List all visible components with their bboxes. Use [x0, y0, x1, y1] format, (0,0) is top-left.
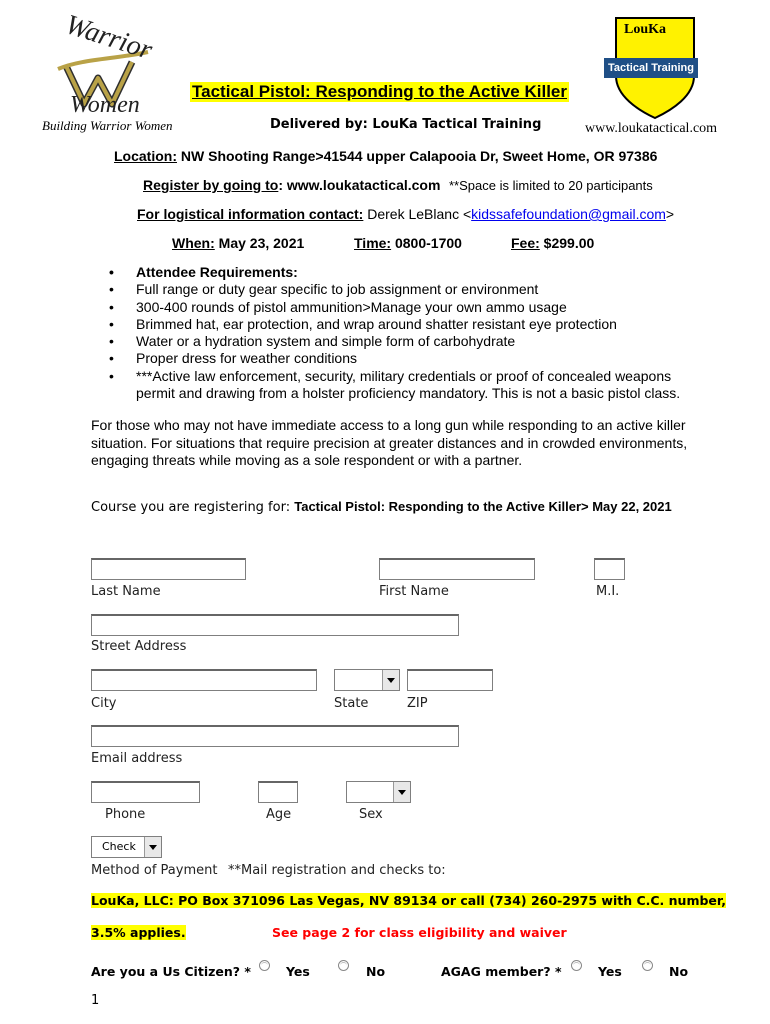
description-paragraph: For those who may not have immediate access to a long gun while responding to an active killer situation. For situations that require precision at greater distances and in crowded environments, engaging threats while moving as a sole respondent or with a partner.	[91, 417, 688, 468]
contact-email-link[interactable]: kidssafefoundation@gmail.com	[471, 206, 666, 222]
page-number: 1	[91, 993, 100, 1008]
mi-input[interactable]	[594, 558, 625, 580]
mail-address-line1: LouKa, LLC: PO Box 371096 Las Vegas, NV 89134 or call (734) 260-2975 with C.C. number,	[91, 893, 726, 908]
payment-method-label: Method of Payment	[91, 863, 218, 878]
warrior-women-logo	[36, 8, 176, 134]
location-value: NW Shooting Range>41544 upper Calapooia Dr, Sweet Home, OR 97386	[177, 148, 658, 164]
register-note: **Space is limited to 20 participants	[449, 178, 653, 193]
location-line	[114, 148, 657, 164]
course-line	[91, 499, 672, 515]
payment-method-select[interactable]	[91, 836, 162, 858]
requirements-list	[107, 264, 707, 402]
contact-end: >	[665, 206, 675, 222]
agag-question: AGAG member? *	[441, 964, 562, 979]
register-line	[143, 177, 440, 193]
fee-label: Fee:	[511, 235, 540, 251]
list-item: • Full range or duty gear specific to job assignment or environment	[107, 281, 707, 298]
time-label: Time:	[354, 235, 392, 251]
contact-line	[137, 206, 674, 222]
mi-label: M.I.	[596, 584, 620, 599]
register-label: Register by going to	[143, 177, 279, 193]
payment-selected: Check	[102, 840, 136, 853]
when-line	[172, 235, 304, 251]
requirements-heading: • Attendee Requirements:	[107, 264, 707, 281]
phone-input[interactable]	[91, 781, 200, 803]
agag-no-radio[interactable]	[642, 960, 653, 971]
chevron-down-icon[interactable]	[393, 782, 410, 802]
street-address-input[interactable]	[91, 614, 459, 636]
citizen-question: Are you a Us Citizen? *	[91, 964, 251, 979]
time-line	[354, 235, 462, 251]
agag-yes-label: Yes	[598, 964, 622, 979]
citizen-no-label: No	[366, 964, 386, 979]
page2-note: See page 2 for class eligibility and waiver	[272, 925, 567, 940]
age-input[interactable]	[258, 781, 298, 803]
citizen-no-radio[interactable]	[338, 960, 349, 971]
state-label: State	[334, 696, 369, 711]
sex-select[interactable]	[346, 781, 411, 803]
city-input[interactable]	[91, 669, 317, 691]
when-value: May 23, 2021	[214, 235, 305, 251]
contact-label: For logistical information contact:	[137, 206, 364, 222]
first-name-label: First Name	[379, 584, 449, 599]
website: www.loukatactical.com	[585, 121, 718, 136]
fee-line	[511, 235, 594, 251]
list-item: • Water or a hydration system and simple form of carbohydrate	[107, 333, 707, 350]
email-input[interactable]	[91, 725, 459, 747]
course-value: Tactical Pistol: Responding to the Active Killer> May 22, 2021	[294, 499, 672, 514]
citizen-yes-radio[interactable]	[259, 960, 270, 971]
agag-yes-radio[interactable]	[571, 960, 582, 971]
city-label: City	[91, 696, 117, 711]
fee-value: $299.00	[539, 235, 595, 251]
street-address-label: Street Address	[91, 639, 187, 654]
age-label: Age	[266, 807, 292, 822]
location-label: Location:	[114, 148, 177, 164]
warrior-logo-top: Warrior	[61, 8, 156, 67]
delivered-by: Delivered by: LouKa Tactical Training	[270, 117, 542, 132]
email-label: Email address	[91, 751, 183, 766]
first-name-input[interactable]	[379, 558, 535, 580]
last-name-label: Last Name	[91, 584, 161, 599]
register-value: : www.loukatactical.com	[278, 177, 441, 193]
contact-name: Derek LeBlanc <	[363, 206, 472, 222]
louka-logo-name: LouKa	[624, 22, 667, 37]
zip-label: ZIP	[407, 696, 428, 711]
sex-label: Sex	[359, 807, 383, 822]
citizen-yes-label: Yes	[286, 964, 310, 979]
warrior-logo-bottom: Women	[70, 92, 140, 118]
louka-logo-banner: Tactical Training	[604, 58, 698, 78]
warrior-tagline: Building Warrior Women	[42, 118, 173, 133]
page-title: Tactical Pistol: Responding to the Active Killer	[192, 82, 568, 101]
course-label: Course you are registering for:	[91, 500, 295, 515]
list-item: • ***Active law enforcement, security, military credentials or proof of concealed weapons permit and drawing from a holster proficiency mandatory. This is not a basic pistol class.	[107, 368, 681, 403]
mail-address-line2: 3.5% applies.	[91, 925, 186, 940]
mail-note: **Mail registration and checks to:	[228, 863, 446, 878]
agag-no-label: No	[669, 964, 689, 979]
when-label: When:	[172, 235, 215, 251]
list-item: • Brimmed hat, ear protection, and wrap around shatter resistant eye protection	[107, 316, 707, 333]
list-item: • 300-400 rounds of pistol ammunition>Manage your own ammo usage	[107, 299, 707, 316]
louka-logo	[610, 14, 700, 120]
chevron-down-icon[interactable]	[382, 670, 399, 690]
chevron-down-icon[interactable]	[144, 837, 161, 857]
state-select[interactable]	[334, 669, 400, 691]
zip-input[interactable]	[407, 669, 493, 691]
last-name-input[interactable]	[91, 558, 246, 580]
time-value: 0800-1700	[391, 235, 462, 251]
list-item: • Proper dress for weather conditions	[107, 350, 707, 367]
phone-label: Phone	[105, 807, 146, 822]
